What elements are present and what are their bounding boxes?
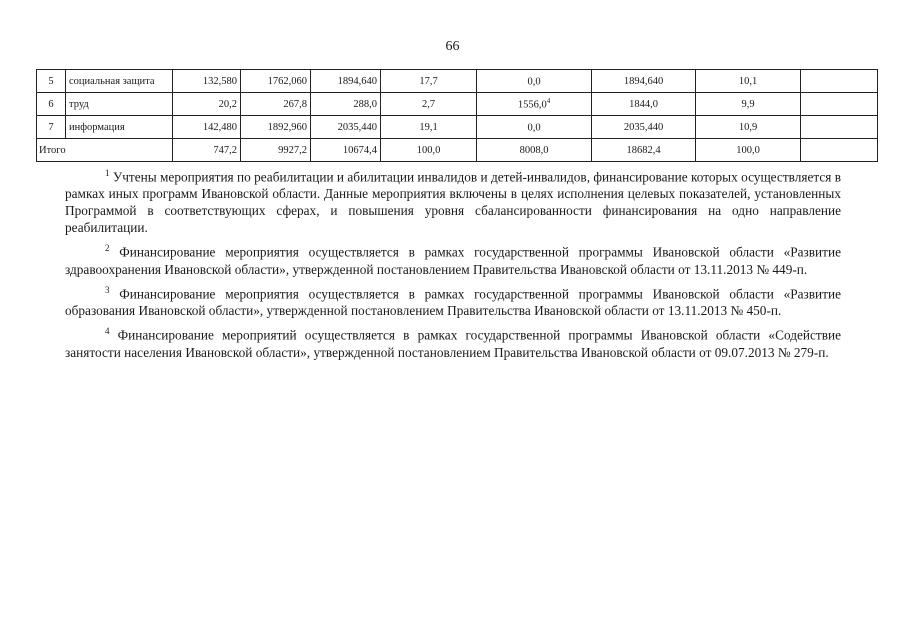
- cell-value: 17,7: [381, 70, 477, 93]
- cell-value: 142,480: [173, 116, 241, 139]
- row-name: труд: [66, 93, 173, 116]
- cell-value: [477, 116, 592, 139]
- footnote-mark: 1: [105, 168, 110, 178]
- cell-value: 19,1: [381, 116, 477, 139]
- cell-value: 9927,2: [241, 139, 311, 162]
- cell-value: 100,0: [696, 139, 801, 162]
- cell-value: 10,9: [696, 116, 801, 139]
- footnote: [65, 282, 841, 319]
- row-number: 6: [37, 93, 66, 116]
- cell-value: 2,7: [381, 93, 477, 116]
- cell-empty: [801, 70, 878, 93]
- cell-value: 100,0: [381, 139, 477, 162]
- cell-empty: [801, 139, 878, 162]
- table-row: [37, 70, 878, 93]
- cell-value: 1892,960: [241, 116, 311, 139]
- row-name: информация: [66, 116, 173, 139]
- footnote-text: Финансирование мероприятия осуществляется в рамках государственной программы Ивановской области «Развитие здравоохранения Ивановской области», утвержденной постановлением Правительства Ивановской области от 13.11.2013 № 449-п.: [65, 244, 841, 277]
- cell-value: 18682,4: [592, 139, 696, 162]
- cell-value: 132,580: [173, 70, 241, 93]
- footnote-text: Учтены мероприятия по реабилитации и абилитации инвалидов и детей-инвалидов, финансирование которых осуществляется в рамках иных программ Ивановской области. Данные мероприятия включены в целях исполнения целевых показателей, установленных Программой в соответствующих сферах, и повышения уровня сбалансированности финансирования на одно направление реабилитации.: [65, 169, 841, 236]
- footnote: [65, 165, 841, 236]
- cell-value: 267,8: [241, 93, 311, 116]
- cell-value: 1844,0: [592, 93, 696, 116]
- table-row: [37, 116, 878, 139]
- footnote-mark: 4: [105, 326, 110, 337]
- footnote-ref: 4: [546, 97, 551, 106]
- total-label: Итого: [37, 139, 173, 162]
- cell-value: 10674,4: [311, 139, 381, 162]
- cell-text: 0,0: [527, 122, 541, 134]
- budget-table: [36, 69, 878, 162]
- cell-empty: [801, 93, 878, 116]
- row-name: социальная защита: [66, 70, 173, 93]
- cell-value: 2035,440: [311, 116, 381, 139]
- cell-value: 2035,440: [592, 116, 696, 139]
- footnote-mark: 2: [105, 243, 110, 254]
- row-number: 7: [37, 116, 66, 139]
- cell-value: 10,1: [696, 70, 801, 93]
- cell-value: 9,9: [696, 93, 801, 116]
- cell-value: 1762,060: [241, 70, 311, 93]
- page-number: 66: [445, 39, 460, 54]
- row-number: 5: [37, 70, 66, 93]
- cell-value: 20,2: [173, 93, 241, 116]
- total-row: [37, 139, 878, 162]
- table-row: [37, 93, 878, 116]
- footnotes: [65, 165, 841, 365]
- cell-value: 1894,640: [311, 70, 381, 93]
- cell-value: 8008,0: [477, 139, 592, 162]
- cell-value: [477, 93, 592, 116]
- footnote-text: Финансирование мероприятия осуществляется в рамках государственной программы Ивановской области «Развитие образования Ивановской области», утвержденной постановлением Правительства Ивановской области от 13.11.2013 № 450-п.: [65, 286, 841, 319]
- cell-value: 288,0: [311, 93, 381, 116]
- cell-text: 1556,0: [517, 99, 547, 111]
- cell-value: [477, 70, 592, 93]
- footnote-mark: 3: [105, 284, 110, 295]
- footnote: [65, 240, 841, 277]
- cell-value: 1894,640: [592, 70, 696, 93]
- cell-text: 0,0: [527, 76, 541, 88]
- cell-empty: [801, 116, 878, 139]
- cell-value: 747,2: [173, 139, 241, 162]
- footnote-text: Финансирование мероприятий осуществляется в рамках государственной программы Ивановской области «Содействие занятости населения Ивановской области», утвержденной постановлением Правительства Ивановской области от 09.07.2013 № 279-п.: [65, 327, 842, 360]
- footnote: [65, 323, 841, 360]
